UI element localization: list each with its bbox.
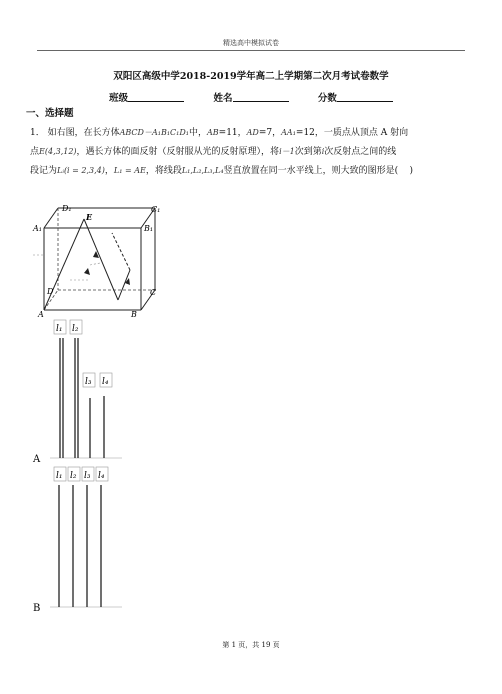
option-a-letter: A [33,454,41,465]
question-text: 段记为 [30,166,58,176]
question-line-3 [30,161,470,181]
math-expression: L₁ = AE [113,166,146,175]
math-expression: AD [246,128,259,137]
cuboid-figure [30,195,170,320]
question-line-2 [30,142,470,162]
score-blank [337,92,393,102]
label-d1: D₁ [62,204,72,213]
question-text: 竖直放置在同一水平线上，则大致的图形是( [223,166,399,176]
label-l3: l₃ [85,377,92,387]
question-text: ) [409,166,414,176]
math-expression: ABCD－A₁B₁C₁D₁ [119,128,189,137]
label-a: A [38,310,44,319]
math-expression: L₁,L₂,L₃,L₄ [181,166,224,175]
class-blank [128,92,184,102]
class-label: 班级 [109,93,129,104]
option-b-figure [30,465,140,615]
math-expression: E(4,3,12) [39,147,77,156]
question-text: =12，一质点从顶点 A 射向 [295,128,409,138]
question-line-1 [30,123,470,143]
score-label: 分数 [317,93,337,104]
question-text: 次反射点之间的线 [324,147,397,157]
option-a-figure [30,318,140,466]
exam-title: 双阳区高级中学2018-2019学年高二上学期第二次月考试卷数学 [113,71,389,82]
math-expression: i [321,147,325,156]
math-expression: AA₁ [281,128,296,137]
page-header: 精选高中模拟试卷 [223,39,279,47]
label-a1: A₁ [33,224,42,233]
option-b-letter: B [33,603,41,614]
label-l4: l₄ [102,377,109,387]
label-l2: l₂ [72,324,79,334]
label-l1: l₁ [56,324,63,334]
math-expression: i－1 [279,147,295,156]
label-d: D [47,287,54,296]
name-blank [233,92,289,102]
question-text: 如右图，在长方体 [47,128,120,138]
question-text: ， [104,166,114,176]
student-info-fields [0,90,502,104]
math-expression: AB [207,128,219,137]
label-e: E [86,212,93,222]
question-text: =7， [258,128,282,138]
label-c: C [150,288,157,297]
name-label: 姓名 [213,93,233,104]
label-l1: l₁ [56,471,63,481]
page-footer: 第 1 页，共 19 页 [222,641,280,649]
section-heading: 一、选择题 [26,108,74,119]
label-l3: l₃ [84,471,91,481]
label-c1: C₁ [151,205,161,214]
question-text: ，遇长方体的面反射（反射服从光的反射原理），将 [76,147,280,157]
label-l2: l₂ [70,471,77,481]
header-divider [37,50,465,51]
math-expression: Lᵢ(i = 2,3,4) [57,166,105,175]
question-text: =11， [218,128,247,138]
question-text: 中， [188,128,207,138]
label-b1: B₁ [144,224,154,233]
question-text: ，将线段 [145,166,182,176]
question-text: 点 [30,147,40,157]
question-text: 次到第 [294,147,322,157]
label-b: B [131,310,137,319]
label-l4: l₄ [98,471,105,481]
question-number: 1． [30,128,45,138]
